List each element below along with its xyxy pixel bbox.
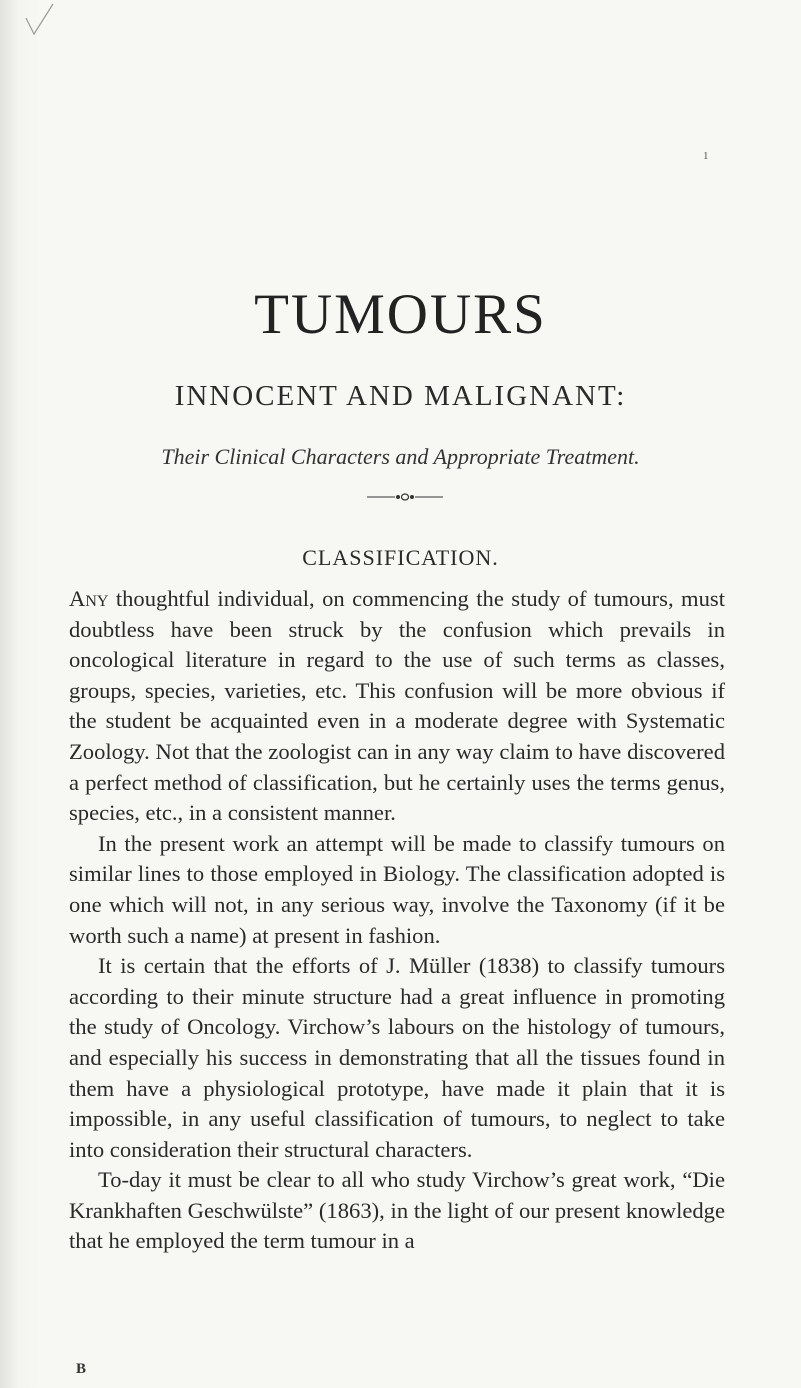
section-heading: CLASSIFICATION. [302, 545, 499, 570]
paragraph-text: thoughtful individual, on commencing the study of tumours, must doubtless have been struck by the confusion which prevails in oncological literature in regard to the use of such terms as classes, groups, species, varieties, etc. This confusion will be more obvious if the student be acquainted even in a moderate degree with Systematic Zoology. Not that the zoologist can in any way claim to have discovered a perfect method of classification, but he certainly uses the terms genus, species, etc., in a consistent manner. [69, 586, 725, 826]
body-text [69, 584, 725, 1257]
paragraph: In the present work an attempt will be made to classify tumours on similar lines to those employed in Biology. The classification adopted is one which will not, in any serious way, involve the Taxonomy (if it be worth such a name) at present in fashion. [69, 830, 725, 948]
page-number: 1 [703, 150, 709, 162]
book-tagline: Their Clinical Characters and Appropriate Treatment. [161, 444, 640, 469]
pencil-mark-icon [0, 0, 60, 40]
paragraph: It is certain that the efforts of J. Müller (1838) to classify tumours according to their minute structure had a great influence in promoting the study of Oncology. Virchow’s labours on the histology of tumours, and especially his success in demonstrating that all the tissues found in them have a physiological prototype, have made it plain that it is impossible, in any useful classification of tumours, to neglect to take into consideration their structural characters. [69, 953, 725, 1162]
paragraph: To-day it must be clear to all who study Virchow’s great work, “Die Krankhaften Geschwülste” (1863), in the light of our present knowledge that he employed the term tumour in a [69, 1167, 725, 1254]
paragraph [69, 584, 725, 829]
signature-mark: B [76, 1361, 87, 1377]
book-subtitle: INNOCENT AND MALIGNANT: [174, 380, 627, 412]
paragraph-lead-word: Any [69, 586, 109, 611]
divider-ornament-icon [367, 492, 443, 502]
book-title: TUMOURS [254, 283, 547, 346]
